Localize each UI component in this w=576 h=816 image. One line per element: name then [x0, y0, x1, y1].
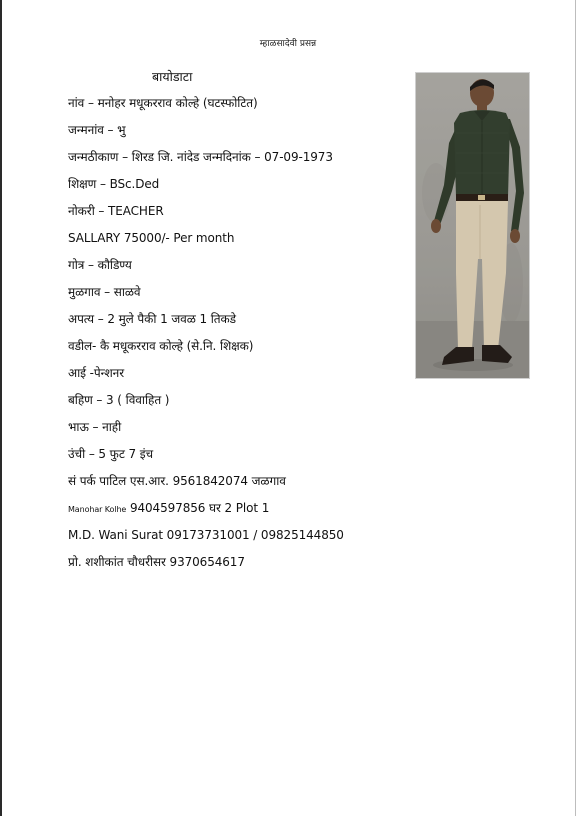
document-title: बायोडाटा — [152, 69, 193, 84]
biodata-salary: SALLARY 75000/- Per month — [68, 231, 235, 245]
biodata-brothers: भाऊ – नाही — [68, 420, 122, 434]
contact-name: Manohar Kolhe — [68, 505, 127, 514]
biodata-mother: आई -पेन्शनर — [68, 366, 125, 380]
biodata-father: वडील- कै मधूकरराव कोल्हे (से.नि. शिक्षक) — [68, 339, 254, 353]
biodata-education: शिक्षण – BSc.Ded — [68, 177, 160, 191]
page-edge — [0, 0, 2, 816]
contact-details: 9404597856 घर 2 Plot 1 — [129, 501, 270, 515]
biodata-contact-manohar — [68, 497, 408, 524]
biodata-birth-name: जन्मनांव – भु — [68, 123, 126, 137]
biodata-birthplace-date: जन्मठीकाण – शिरड जि. नांदेड जन्मदिनांक – 07-09-1973 — [68, 150, 333, 164]
biodata-gotra: गोत्र – कौडिण्य — [68, 258, 132, 272]
biodata-contact-shashikant: प्रो. शशीकांत चौधरीसर 9370654617 — [68, 555, 245, 569]
biodata-sisters: बहिण – 3 ( विवाहित ) — [68, 393, 170, 407]
biodata-job: नोकरी – TEACHER — [68, 204, 164, 218]
biodata-contact-wani: M.D. Wani Surat 09173731001 / 09825144850 — [68, 528, 344, 542]
profile-photo — [415, 72, 530, 379]
biodata-height: उंची – 5 फुट 7 इंच — [68, 447, 154, 461]
biodata-name: नांव – मनोहर मधूकरराव कोल्हे (घटस्फोटित) — [68, 96, 258, 110]
header-blessing: म्हाळसादेवी प्रसन्न — [259, 39, 317, 49]
biodata-native-village: मुळगाव – साळवे — [68, 285, 141, 299]
biodata-contact-patil: सं पर्क पाटिल एस.आर. 9561842074 जळगाव — [68, 474, 286, 488]
biodata-list — [68, 92, 408, 578]
biodata-children: अपत्य – 2 मुले पैकी 1 जवळ 1 तिकडे — [68, 312, 236, 326]
